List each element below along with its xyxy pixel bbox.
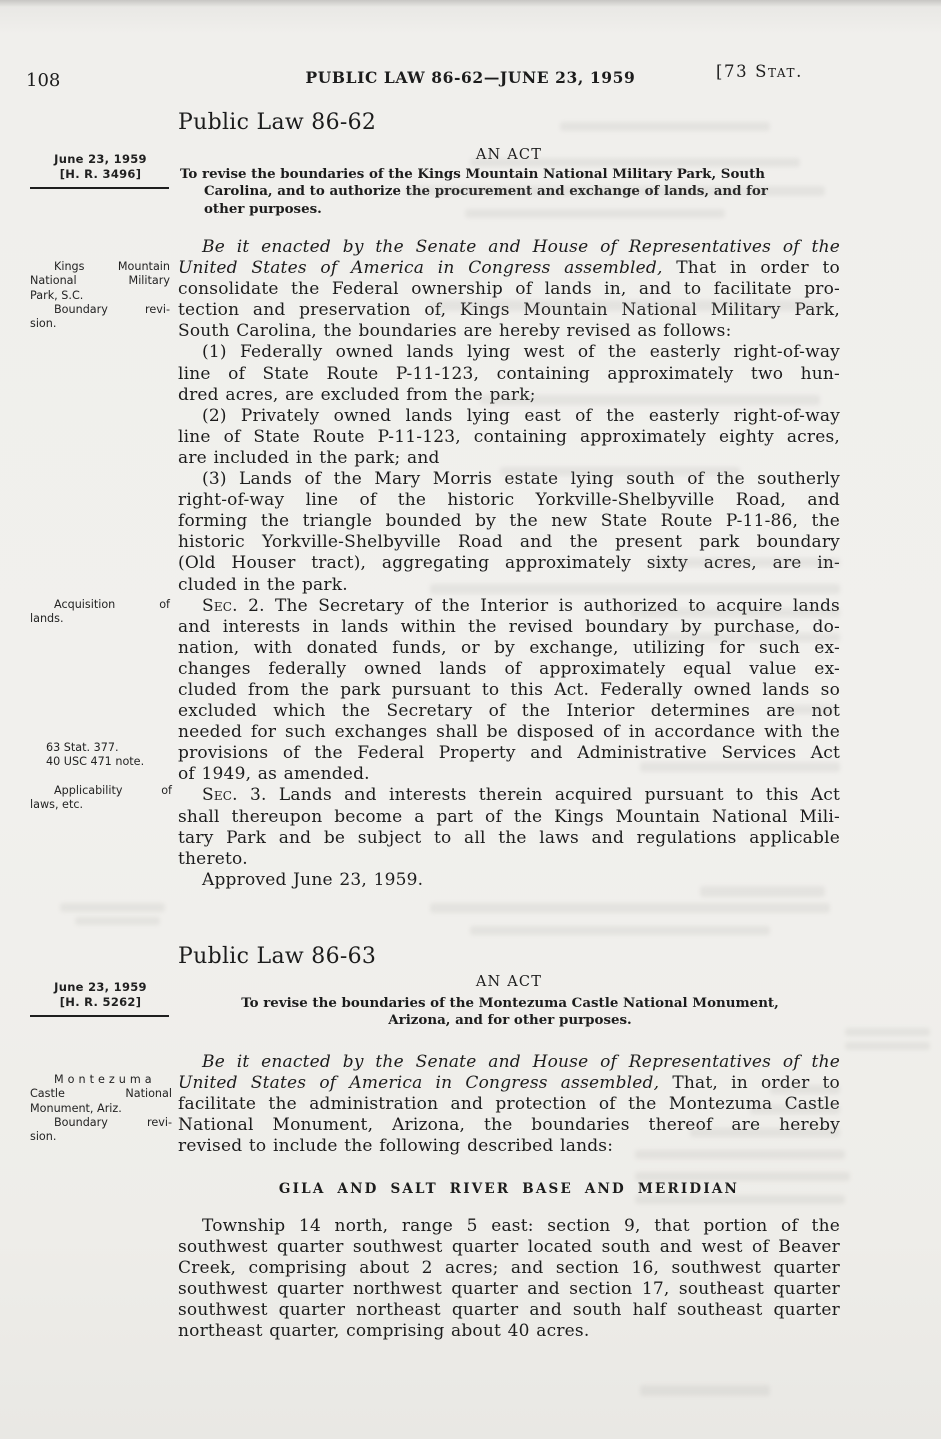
bleed-through-mark [845,1042,930,1050]
text-line: Approved June 23, 1959. [202,869,424,890]
law2-bill-number: [H. R. 5262] [59,994,142,1009]
text-line: provisions of the Federal Property and Administrative Services Act [178,743,840,764]
text-line: consolidate the Federal ownership of lands in, and to facilitate pro- [178,279,840,300]
text-line: 40 USC 471 note. [46,755,145,769]
law2-headnote [180,995,840,1030]
margin-note-acquisition [30,598,170,627]
text-line: line of State Route P-11-123, containing approximately eighty acres, [178,426,840,447]
text-line: laws, etc. [30,798,84,812]
law2-enacting-text [178,1052,840,1157]
running-head: PUBLIC LAW 86-62—JUNE 23, 1959 [305,68,636,87]
text-line: southwest quarter northeast quarter and south half southeast quarter [178,1300,840,1321]
text-line: facilitate the administration and protection of the Montezuma Castle [178,1094,840,1115]
text-line: Castle National [30,1087,172,1101]
law2-township-text [178,1216,840,1343]
text-line: cluded from the park pursuant to this Act. Federally owned lands so [178,679,840,700]
text-line: South Carolina, the boundaries are hereby revised as follows: [178,321,732,342]
text-line: (1) Federally owned lands lying west of the easterly right-of-way [202,342,840,363]
margin-note-stat-cite [46,741,178,770]
text-line: Arizona, and for other purposes. [388,1012,632,1029]
text-line: To revise the boundaries of the Kings Mountain National Military Park, South [180,166,766,182]
text-line: United States of America in Congress assembled, That, in order to [178,1073,840,1094]
text-line: Park, S.C. [30,288,84,302]
text-line: historic Yorkville-Shelbyville Road and the present park boundary [178,532,840,553]
text-line: Boundary revi- [54,302,170,316]
text-line: tection and preservation of, Kings Mountain National Military Park, [178,300,840,321]
text-line: tary Park and be subject to all the laws and regulations applicable [178,827,840,848]
margin-note-monument [30,1073,172,1144]
text-line: Acquisition of [54,598,170,611]
margin-rule [30,187,169,189]
page-number: 108 [26,70,61,91]
law1-body-text [178,237,840,891]
text-line: Township 14 north, range 5 east: section 9, that portion of the [202,1216,840,1236]
meridian-heading: GILA AND SALT RIVER BASE AND MERIDIAN [278,1181,740,1197]
text-line: revised to include the following described lands: [178,1136,614,1157]
margin-rule [30,1015,169,1017]
text-line: (3) Lands of the Mary Morris estate lying south of the southerly [202,469,840,490]
text-line: (Old Houser tract), aggregating approximately sixty acres, are in- [178,553,840,574]
text-line: nation, with donated funds, or by exchange, utilizing for such ex- [178,637,840,658]
text-line: To revise the boundaries of the Montezuma Castle National Monument, [241,995,779,1011]
text-line: (2) Privately owned lands lying east of the easterly right-of-way [202,405,840,426]
statute-volume-cite: [73 Stat. [716,62,803,81]
text-line: sion. [30,1130,57,1144]
law1-title: Public Law 86-62 [178,110,377,135]
text-line: other purposes. [204,200,322,217]
text-line: cluded in the park. [178,574,348,595]
text-line: southwest quarter northwest quarter and section 17, southeast quarter [178,1279,840,1300]
text-line: excluded which the Secretary of the Interior determines are not [178,701,840,722]
text-line: northeast quarter, comprising about 40 acres. [178,1321,590,1342]
bleed-through-mark [635,1172,850,1181]
text-line: Montezuma [54,1073,156,1086]
text-line: National Military [30,274,170,288]
text-line: thereto. [178,848,248,869]
law2-date: June 23, 1959 [54,980,147,994]
text-line: needed for such exchanges shall be disposed of in accordance with the [178,722,840,743]
text-line: United States of America in Congress assembled, That in order to [178,258,840,279]
bleed-through-mark [470,926,770,935]
text-line: shall thereupon become a part of the Kings Mountain National Mili- [178,806,840,827]
text-line: Sec. 3. Lands and interests therein acquired pursuant to this Act [202,785,840,806]
text-line: southwest quarter southwest quarter located south and west of Beaver [178,1237,840,1258]
text-line: Monument, Ariz. [30,1101,122,1115]
law1-margin-date [33,152,168,181]
margin-note-applicability [30,784,172,813]
text-line: Creek, comprising about 2 acres; and section 16, southwest quarter [178,1258,840,1279]
law1-bill-number: [H. R. 3496] [59,166,142,181]
law1-an-act-heading: AN ACT [475,147,543,163]
text-line: changes federally owned lands of approximately equal value ex- [178,658,840,679]
law1-date: June 23, 1959 [54,152,147,166]
text-line: Sec. 2. The Secretary of the Interior is authorized to acquire lands [202,595,840,616]
text-line: and interests in lands within the revised boundary by purchase, do- [178,616,840,637]
bleed-through-mark [560,122,770,131]
text-line: sion. [30,317,57,331]
text-line: 63 Stat. 377. [46,741,119,754]
law1-headnote [180,166,840,218]
text-line: line of State Route P-11-123, containing approximately two hun- [178,363,840,384]
text-line: National Monument, Arizona, the boundaries thereof are hereby [178,1115,840,1136]
text-line: lands. [30,612,64,626]
text-line: Carolina, and to authorize the procurement and exchange of lands, and for [204,183,768,200]
law2-title: Public Law 86-63 [178,944,377,969]
bleed-through-mark [640,1385,770,1396]
margin-note-park [30,260,170,331]
text-line: dred acres, are excluded from the park; [178,384,536,405]
bleed-through-mark [75,917,160,925]
text-line: Be it enacted by the Senate and House of Representatives of the [202,237,840,257]
text-line: Be it enacted by the Senate and House of Representatives of the [202,1052,840,1072]
text-line: Boundary revi- [54,1115,172,1129]
text-line: of 1949, as amended. [178,764,370,785]
law2-margin-date [33,980,168,1009]
bleed-through-mark [60,903,165,912]
text-line: Applicability of [54,784,172,797]
bleed-through-mark [845,1028,930,1036]
text-line: forming the triangle bounded by the new State Route P-11-86, the [178,511,840,532]
text-line: Kings Mountain [54,260,170,273]
text-line: are included in the park; and [178,447,440,468]
text-line: right-of-way line of the historic Yorkville-Shelbyville Road, and [178,490,840,511]
law2-an-act-heading: AN ACT [475,974,543,990]
bleed-through-mark [430,903,830,913]
